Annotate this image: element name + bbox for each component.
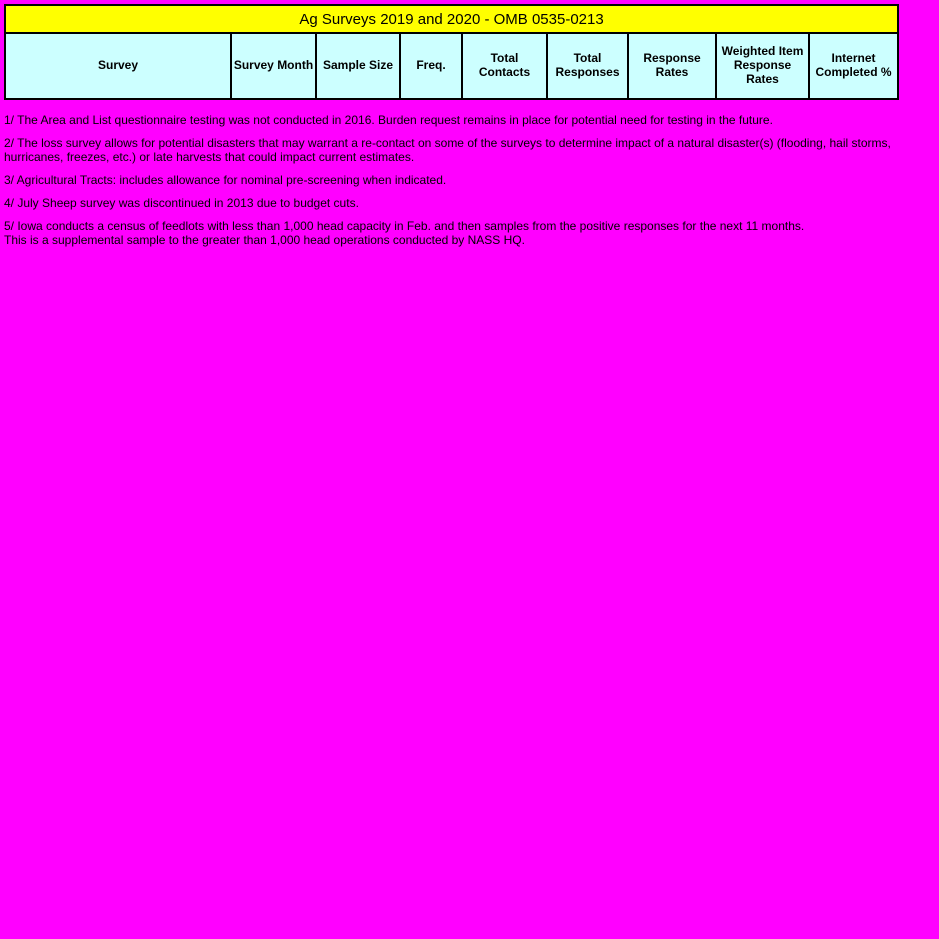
footnotes [4, 113, 935, 247]
footnote: 4/ July Sheep survey was discontinued in 2013 due to budget cuts. [4, 196, 359, 210]
title-row [5, 5, 898, 33]
column-header-sample-size: Sample Size [316, 33, 400, 99]
column-header-total-responses: Total Responses [547, 33, 628, 99]
column-header-survey: Survey [5, 33, 231, 99]
ag-surveys-table [4, 4, 899, 100]
spreadsheet-page [0, 0, 939, 251]
column-header-freq: Freq. [400, 33, 462, 99]
column-header-total-contacts: Total Contacts [462, 33, 547, 99]
footnote: This is a supplemental sample to the greater than 1,000 head operations conducted by NASS HQ. [4, 233, 525, 247]
column-header-survey-month: Survey Month [231, 33, 316, 99]
column-header-weighted-item-response-rates: Weighted Item Response Rates [716, 33, 809, 99]
footnote: 3/ Agricultural Tracts: includes allowance for nominal pre-screening when indicated. [4, 173, 447, 187]
footnote: 1/ The Area and List questionnaire testing was not conducted in 2016. Burden request remains in place for potential need for testing in the future. [4, 113, 773, 127]
footnote: 5/ Iowa conducts a census of feedlots with less than 1,000 head capacity in Feb. and then samples from the positive responses for the next 11 months. [4, 219, 805, 233]
page-title: Ag Surveys 2019 and 2020 - OMB 0535-0213 [5, 5, 898, 33]
column-header-internet-completed: Internet Completed % [809, 33, 898, 99]
column-header-row [5, 33, 898, 99]
column-header-response-rates: Response Rates [628, 33, 716, 99]
footnote: 2/ The loss survey allows for potential disasters that may warrant a re-contact on some of the surveys to determine impact of a natural disaster(s) (flooding, hail storms, hurricanes, freezes, etc.) or late harvests that could impact current estimates. [4, 136, 891, 164]
